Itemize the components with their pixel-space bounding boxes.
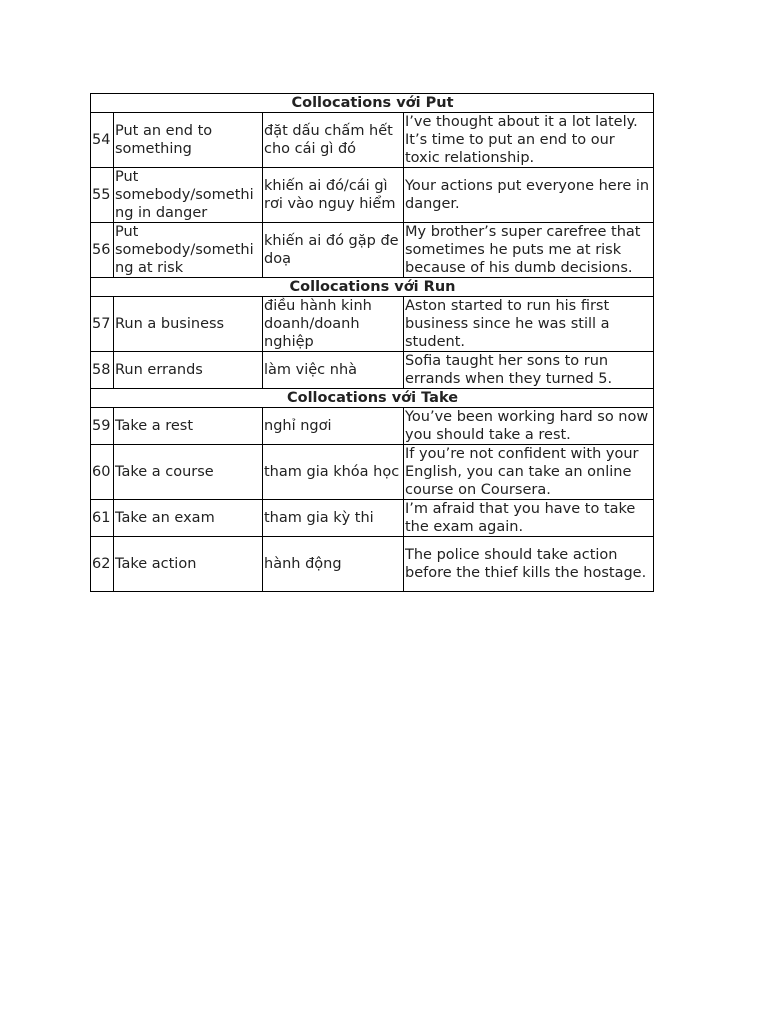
example-sentence: The police should take action before the thief kills the hostage. [404,537,654,592]
row-number: 59 [91,408,114,445]
section-title-take: Collocations với Take [91,389,654,408]
example-sentence: I’ve thought about it a lot lately. It’s time to put an end to our toxic relationship. [404,113,654,168]
row-number: 56 [91,223,114,278]
collocation-phrase: Put an end to something [114,113,263,168]
collocation-phrase: Take a course [114,445,263,500]
collocations-table [90,93,654,592]
collocation-phrase: Take an exam [114,500,263,537]
table-row [91,297,654,352]
example-sentence: I’m afraid that you have to take the exam again. [404,500,654,537]
vietnamese-meaning: khiến ai đó/cái gì rơi vào nguy hiểm [263,168,404,223]
section-header-row [91,278,654,297]
example-sentence: You’ve been working hard so now you should take a rest. [404,408,654,445]
collocation-phrase: Put somebody/something at risk [114,223,263,278]
table-row [91,445,654,500]
section-title-put: Collocations với Put [91,94,654,113]
row-number: 57 [91,297,114,352]
section-header-row [91,389,654,408]
table-row [91,352,654,389]
row-number: 58 [91,352,114,389]
table-row [91,408,654,445]
collocation-phrase: Run errands [114,352,263,389]
vietnamese-meaning: hành động [263,537,404,592]
table-row [91,537,654,592]
section-header-row [91,94,654,113]
example-sentence: Aston started to run his first business since he was still a student. [404,297,654,352]
row-number: 62 [91,537,114,592]
vietnamese-meaning: làm việc nhà [263,352,404,389]
table-row [91,168,654,223]
vietnamese-meaning: khiến ai đó gặp đe doạ [263,223,404,278]
vietnamese-meaning: đặt dấu chấm hết cho cái gì đó [263,113,404,168]
table-row [91,223,654,278]
row-number: 55 [91,168,114,223]
vietnamese-meaning: nghỉ ngơi [263,408,404,445]
row-number: 54 [91,113,114,168]
collocation-phrase: Take a rest [114,408,263,445]
example-sentence: If you’re not confident with your English, you can take an online course on Coursera. [404,445,654,500]
example-sentence: My brother’s super carefree that sometimes he puts me at risk because of his dumb decisions. [404,223,654,278]
row-number: 61 [91,500,114,537]
table-row [91,113,654,168]
collocation-phrase: Put somebody/something in danger [114,168,263,223]
table-row [91,500,654,537]
section-title-run: Collocations với Run [91,278,654,297]
vietnamese-meaning: tham gia kỳ thi [263,500,404,537]
collocation-phrase: Take action [114,537,263,592]
example-sentence: Sofia taught her sons to run errands when they turned 5. [404,352,654,389]
row-number: 60 [91,445,114,500]
collocation-phrase: Run a business [114,297,263,352]
vietnamese-meaning: điều hành kinh doanh/doanh nghiệp [263,297,404,352]
example-sentence: Your actions put everyone here in danger. [404,168,654,223]
vietnamese-meaning: tham gia khóa học [263,445,404,500]
